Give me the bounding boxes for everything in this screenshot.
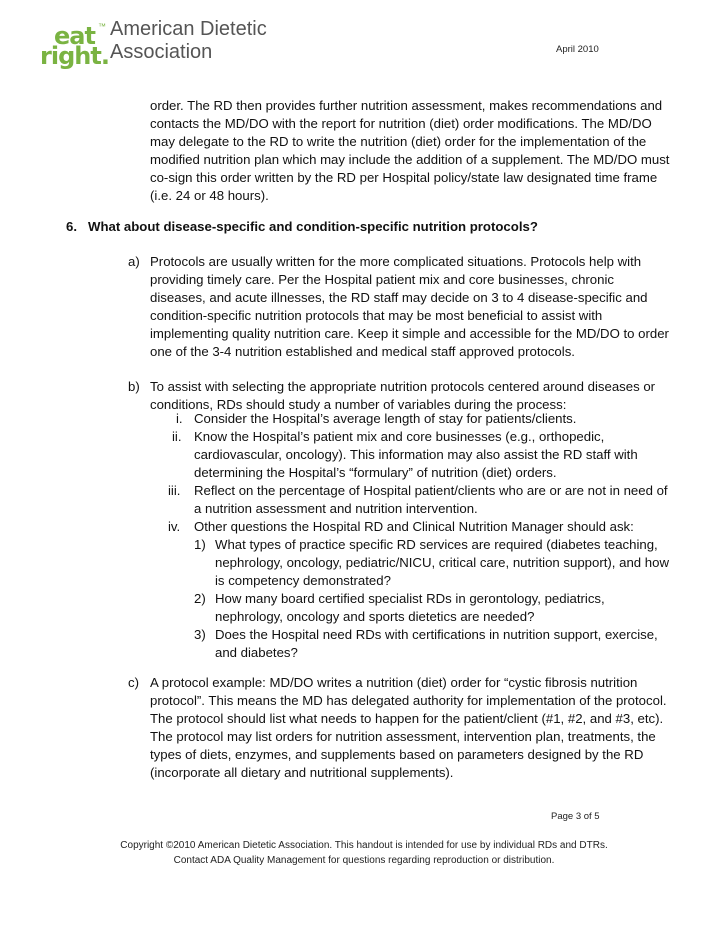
question-2-text: How many board certified specialist RDs in gerontology, pediatrics, nephrology, oncology and sports dietetics are needed?: [215, 591, 605, 624]
roman-i-marker: i.: [176, 411, 183, 426]
section-heading: What about disease-specific and condition-specific nutrition protocols?: [88, 219, 538, 234]
question-3-marker: 3): [194, 627, 206, 642]
item-b-text: To assist with selecting the appropriate nutrition protocols centered around diseases or conditions, RDs should study a number of variables during the process:: [150, 379, 656, 412]
section-number: 6.: [66, 219, 77, 234]
question-2-marker: 2): [194, 591, 206, 606]
roman-iii-marker: iii.: [168, 483, 181, 498]
roman-iii-text: Reflect on the percentage of Hospital patient/clients who are or are not in need of a nutrition assessment and nutrition intervention.: [194, 483, 668, 516]
page-number: Page 3 of 5: [551, 811, 600, 822]
question-3-text: Does the Hospital need RDs with certifications in nutrition support, exercise, and diabetes?: [215, 627, 658, 660]
item-b-marker: b): [128, 379, 140, 394]
roman-i-text: Consider the Hospital’s average length of stay for patients/clients.: [194, 411, 577, 426]
ada-logo: [40, 18, 280, 70]
logo-org-line2: Association: [110, 41, 213, 63]
roman-iv-marker: iv.: [168, 519, 181, 534]
logo-right-text: right.: [40, 42, 109, 70]
item-a-text: Protocols are usually written for the more complicated situations. Protocols help with providing timely care. Per the Hospital patient mix and core businesses, chronic diseases, and acute illnesses, the RD staff may decide on 3 to 4 disease-specific and condition-specific nutrition protocols that may be most beneficial to assist with implementing quality nutrition care. Keep it simple and accessible for the MD/DO to order one of the 3-4 nutrition established and medical staff approved protocols.: [150, 254, 669, 359]
continuation-paragraph: order. The RD then provides further nutrition assessment, makes recommendations and contacts the MD/DO with the report for nutrition (diet) order modifications. The MD/DO may delegate to the RD to write the nutrition (diet) order for the implementation of the modified nutrition plan which may include the addition of a supplement. The MD/DO must co-sign this order written by the RD per Hospital policy/state law designated time frame (i.e. 24 or 48 hours).: [150, 98, 670, 203]
item-c-text: A protocol example: MD/DO writes a nutrition (diet) order for “cystic fibrosis nutrition protocol”. This means the MD has delegated authority for implementation of the protocol. The protocol should list what needs to happen for the patient/client (#1, #2, and #3, etc). The protocol may list orders for nutrition assessment, intervention plan, treatments, the types of diets, enzymes, and supplements based on parameters designed by the RD (incorporate all dietary and nutritional supplements).: [150, 675, 667, 780]
item-a-marker: a): [128, 254, 140, 269]
logo-eat-text: eat: [54, 22, 95, 50]
logo-org-line1: American Dietetic: [110, 18, 267, 40]
footer-line-2: Contact ADA Quality Management for questions regarding reproduction or distribution.: [173, 855, 555, 866]
roman-iv-text: Other questions the Hospital RD and Clinical Nutrition Manager should ask:: [194, 519, 634, 534]
copyright-footer: [60, 838, 668, 868]
logo-trademark: ™: [98, 22, 106, 31]
footer-line-1: Copyright ©2010 American Dietetic Association. This handout is intended for use by individual RDs and DTRs.: [120, 840, 608, 851]
question-1-text: What types of practice specific RD services are required (diabetes teaching, nephrology, oncology, pediatric/NICU, critical care, nutrition support), and how is competency demonstrated?: [215, 537, 669, 588]
header-date: April 2010: [556, 44, 599, 55]
roman-ii-marker: ii.: [172, 429, 182, 444]
item-c-marker: c): [128, 675, 139, 690]
question-1-marker: 1): [194, 537, 206, 552]
roman-ii-text: Know the Hospital’s patient mix and core businesses (e.g., orthopedic, cardiovascular, oncology). This information may also assist the RD staff with determining the Hospital’s “formulary” of nutrition (diet) orders.: [194, 429, 638, 480]
